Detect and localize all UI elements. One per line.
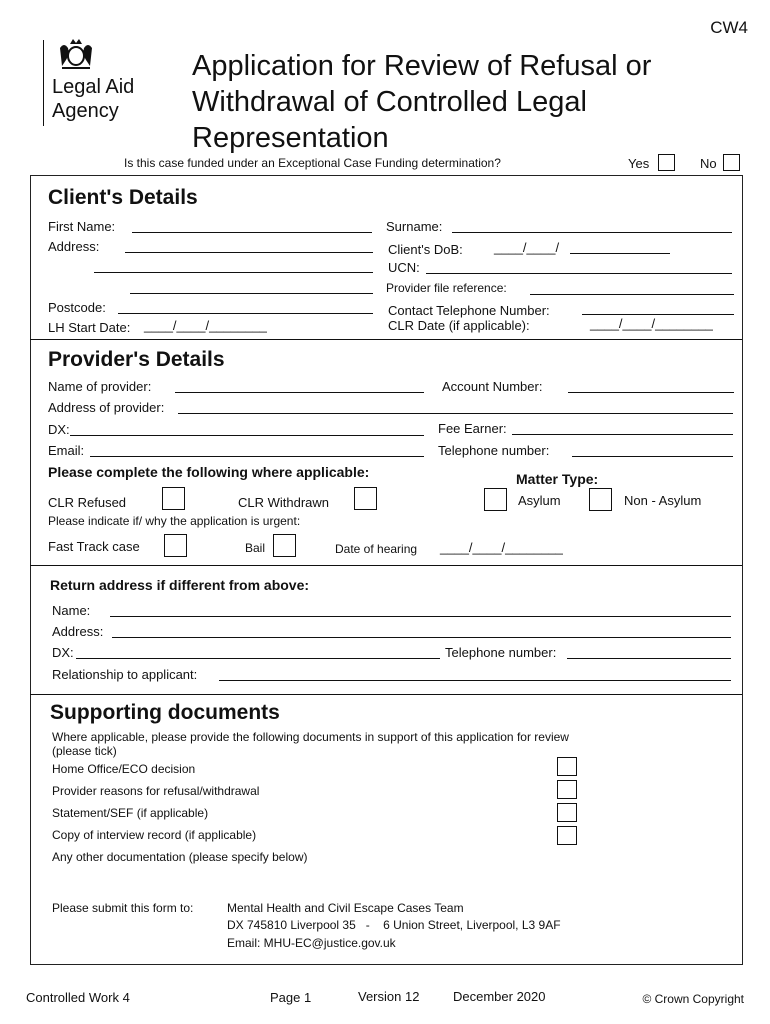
ecf-no-label: No [700, 156, 717, 171]
doc-item-home-office: Home Office/ECO decision [52, 762, 196, 776]
return-telephone-label: Telephone number: [445, 645, 557, 660]
provider-ref-field[interactable] [530, 294, 734, 295]
account-number-label: Account Number: [442, 379, 543, 394]
doc-checkbox-interview[interactable] [557, 826, 577, 845]
ecf-yes-label: Yes [628, 156, 650, 171]
logo-line2: Agency [52, 100, 119, 122]
form-code: CW4 [710, 18, 748, 37]
provider-name-label: Name of provider: [48, 379, 152, 394]
first-name-label: First Name: [48, 219, 116, 234]
footer-copyright: © Crown Copyright [642, 992, 744, 1006]
ucn-field[interactable] [426, 273, 732, 274]
return-address-heading: Return address if different from above: [50, 577, 310, 593]
provider-ref-label: Provider file reference: [386, 281, 507, 295]
logo [40, 36, 180, 131]
ecf-question: Is this case funded under an Exceptional Case Funding determination? [124, 156, 501, 170]
matter-type-heading: Matter Type: [516, 471, 599, 487]
provider-dx-field[interactable] [70, 435, 424, 436]
clr-refused-checkbox[interactable] [162, 487, 185, 510]
clr-date-field[interactable]: ____/____/________ [590, 316, 713, 331]
footer-page: Page 1 [270, 990, 312, 1005]
non-asylum-checkbox[interactable] [589, 488, 612, 511]
fast-track-checkbox[interactable] [164, 534, 187, 557]
provider-telephone-label: Telephone number: [438, 443, 550, 458]
fee-earner-field[interactable] [512, 434, 733, 435]
doc-item-provider-reasons: Provider reasons for refusal/withdrawal [52, 784, 260, 798]
clr-refused-label: CLR Refused [48, 495, 127, 510]
footer-date: December 2020 [453, 989, 546, 1004]
provider-name-field[interactable] [175, 392, 424, 393]
first-name-field[interactable] [132, 232, 372, 233]
clr-withdrawn-label: CLR Withdrawn [238, 495, 330, 510]
address-field-1[interactable] [125, 252, 373, 253]
title-line2: Withdrawal of Controlled Legal [192, 86, 587, 118]
bail-checkbox[interactable] [273, 534, 296, 557]
complete-heading: Please complete the following where applicable: [48, 464, 370, 480]
supporting-intro-1: Where applicable, please provide the following documents in support of this application for review [52, 730, 569, 744]
ecf-no-checkbox[interactable] [723, 154, 740, 171]
date-hearing-label: Date of hearing [335, 542, 418, 556]
provider-email-field[interactable] [90, 456, 424, 457]
footer-form-name: Controlled Work 4 [26, 990, 130, 1005]
section-divider-1 [30, 339, 742, 340]
clr-date-label: CLR Date (if applicable): [388, 318, 530, 333]
asylum-checkbox[interactable] [484, 488, 507, 511]
doc-checkbox-provider-reasons[interactable] [557, 780, 577, 799]
lh-start-field[interactable]: ____/____/________ [144, 318, 267, 333]
postcode-field[interactable] [118, 313, 373, 314]
title-line3: Representation [192, 122, 389, 154]
fee-earner-label: Fee Earner: [438, 421, 507, 436]
address-field-2[interactable] [94, 272, 373, 273]
royal-coat-of-arms-icon [54, 38, 98, 72]
return-dx-label: DX: [52, 645, 74, 660]
doc-item-other: Any other documentation (please specify below) [52, 850, 308, 864]
client-heading: Client's Details [48, 186, 198, 209]
provider-email-label: Email: [48, 443, 85, 458]
clr-withdrawn-checkbox[interactable] [354, 487, 377, 510]
return-address-label: Address: [52, 624, 104, 639]
provider-telephone-field[interactable] [572, 456, 733, 457]
doc-checkbox-home-office[interactable] [557, 757, 577, 776]
supporting-intro-2: (please tick) [52, 744, 117, 758]
doc-checkbox-statement[interactable] [557, 803, 577, 822]
return-telephone-field[interactable] [567, 658, 731, 659]
asylum-label: Asylum [518, 493, 561, 508]
dob-year-field[interactable] [570, 253, 670, 254]
submit-line-2: DX 745810 Liverpool 35 - 6 Union Street, Liverpool, L3 9AF [227, 918, 561, 932]
dob-label: Client's DoB: [388, 242, 463, 257]
logo-line1: Legal Aid [52, 76, 135, 98]
account-number-field[interactable] [568, 392, 734, 393]
provider-address-label: Address of provider: [48, 400, 165, 415]
submit-line-1: Mental Health and Civil Escape Cases Team [227, 901, 464, 915]
provider-address-field[interactable] [178, 413, 733, 414]
submit-line-3: Email: MHU-EC@justice.gov.uk [227, 936, 396, 950]
submit-label: Please submit this form to: [52, 901, 194, 915]
lh-start-label: LH Start Date: [48, 320, 131, 335]
ucn-label: UCN: [388, 260, 420, 275]
doc-item-interview: Copy of interview record (if applicable) [52, 828, 257, 842]
title-line1: Application for Review of Refusal or [192, 50, 652, 82]
doc-item-statement: Statement/SEF (if applicable) [52, 806, 209, 820]
fast-track-label: Fast Track case [48, 539, 140, 554]
logo-divider [43, 40, 44, 126]
postcode-label: Postcode: [48, 300, 106, 315]
section-divider-2 [30, 565, 742, 566]
relationship-field[interactable] [219, 680, 731, 681]
provider-heading: Provider's Details [48, 348, 225, 371]
relationship-label: Relationship to applicant: [52, 667, 198, 682]
return-address-field[interactable] [112, 637, 731, 638]
date-hearing-field[interactable]: ____/____/________ [440, 540, 563, 555]
supporting-heading: Supporting documents [50, 701, 280, 724]
bail-label: Bail [245, 541, 266, 555]
dob-field[interactable]: ____/____/ [494, 240, 560, 255]
return-name-field[interactable] [110, 616, 731, 617]
address-field-3[interactable] [130, 293, 373, 294]
surname-label: Surname: [386, 219, 443, 234]
ecf-yes-checkbox[interactable] [658, 154, 675, 171]
non-asylum-label: Non - Asylum [624, 493, 702, 508]
provider-dx-label: DX: [48, 422, 70, 437]
footer-version: Version 12 [358, 989, 420, 1004]
section-divider-3 [30, 694, 742, 695]
return-name-label: Name: [52, 603, 91, 618]
surname-field[interactable] [452, 232, 732, 233]
contact-phone-field[interactable] [582, 314, 734, 315]
urgent-label: Please indicate if/ why the application is urgent: [48, 514, 301, 528]
return-dx-field[interactable] [76, 658, 440, 659]
contact-phone-label: Contact Telephone Number: [388, 303, 550, 318]
address-label: Address: [48, 239, 100, 254]
